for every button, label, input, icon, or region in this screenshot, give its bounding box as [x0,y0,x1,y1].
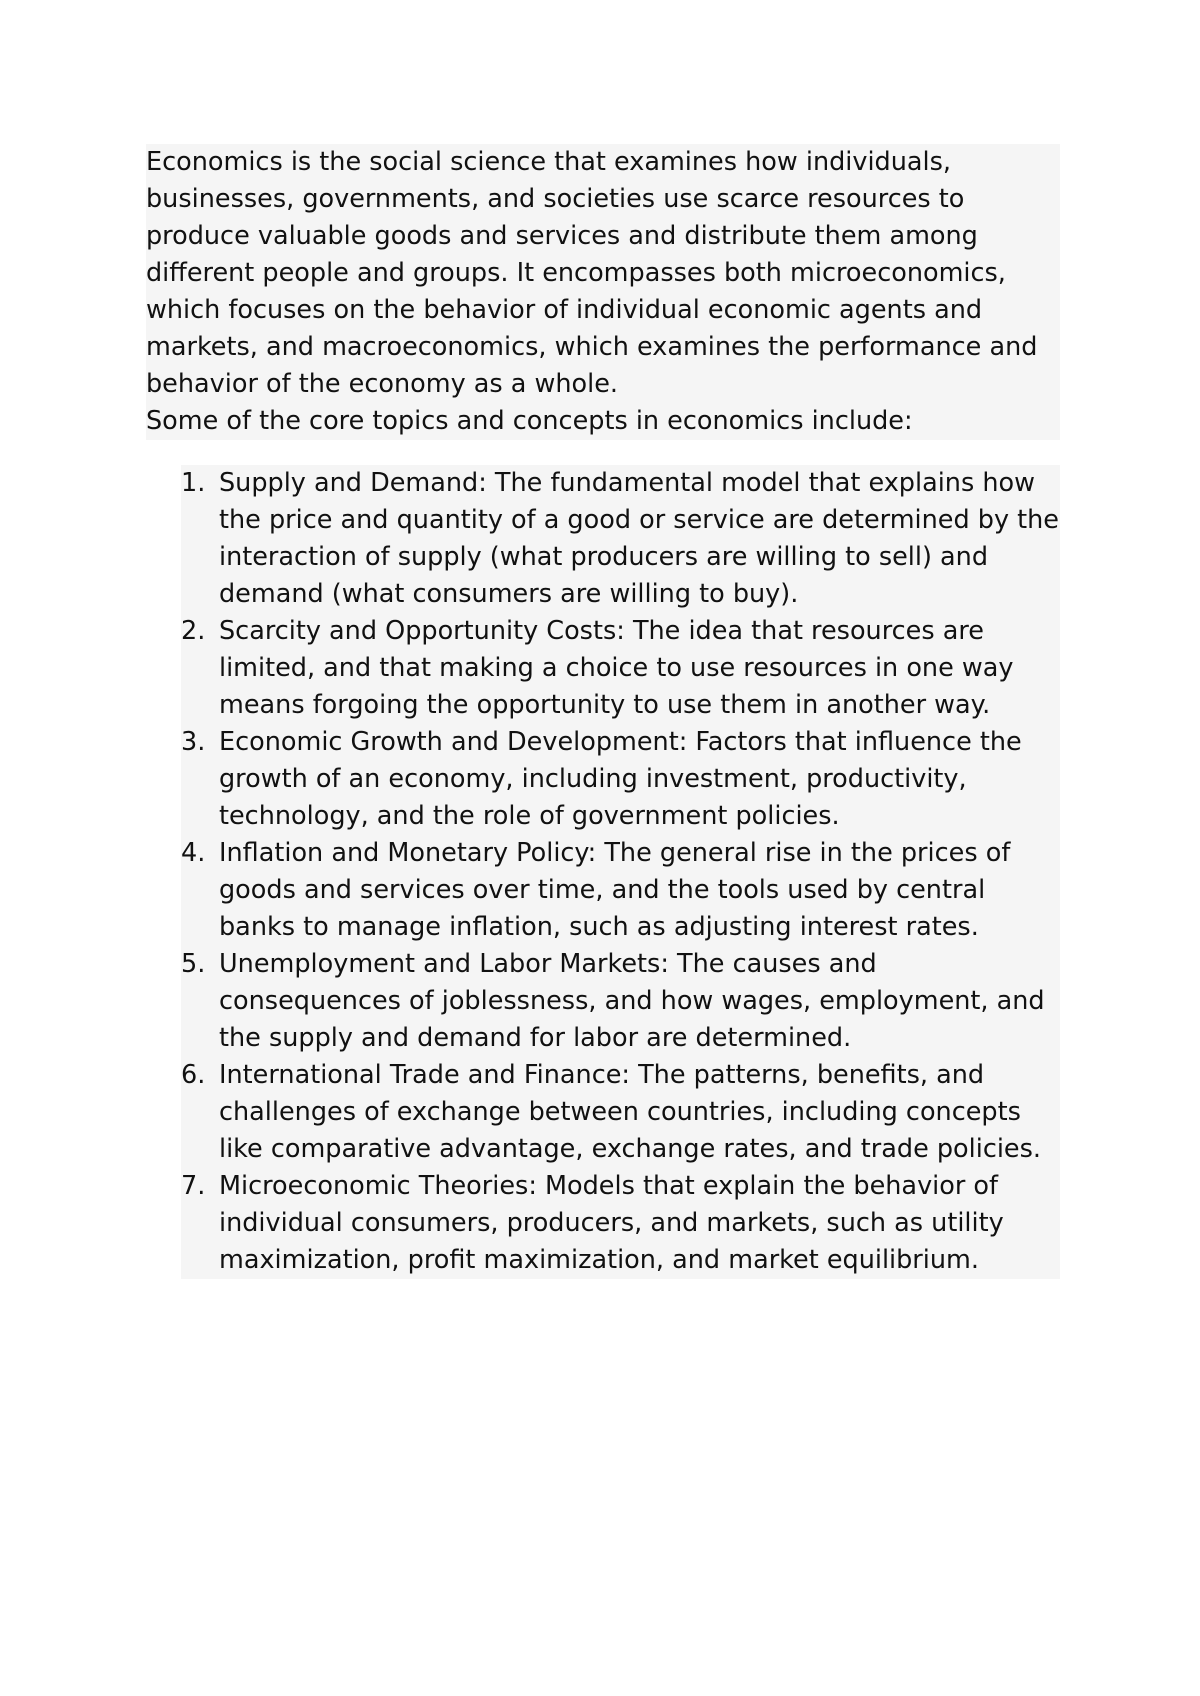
list-item-number: 3. [181,727,206,757]
document-page [146,144,1060,1279]
list-item-text: Microeconomic Theories: Models that explain the behavior of individual consumers, producers, and markets, such as utility maximization, profit maximization, and market equilibrium. [219,1171,1004,1275]
list-item [181,613,1060,724]
intro-block [146,144,1060,440]
list-item [181,1057,1060,1168]
list-item [181,835,1060,946]
list-item [181,946,1060,1057]
list-item [181,465,1060,613]
list-item-number: 5. [181,949,206,979]
list-item-number: 2. [181,616,206,646]
intro-paragraph: Economics is the social science that examines how individuals, businesses, governments, and societies use scarce resources to produce valuable goods and services and distribute them among different people and groups. It encompasses both microeconomics, which focuses on the behavior of individual economic agents and markets, and macroeconomics, which examines the performance and behavior of the economy as a whole. [146,147,1038,399]
list-item-text: Inflation and Monetary Policy: The general rise in the prices of goods and services over time, and the tools used by central banks to manage inflation, such as adjusting interest rates. [219,838,1011,942]
list-item-number: 7. [181,1171,206,1201]
list-item-text: Unemployment and Labor Markets: The causes and consequences of joblessness, and how wages, employment, and the supply and demand for labor are determined. [219,949,1045,1053]
list-item-text: Supply and Demand: The fundamental model that explains how the price and quantity of a good or service are determined by the interaction of supply (what producers are willing to sell) and demand (what consumers are willing to buy). [219,468,1059,609]
list-item-text: Scarcity and Opportunity Costs: The idea that resources are limited, and that making a choice to use resources in one way means forgoing the opportunity to use them in another way. [219,616,1014,720]
list-item [181,724,1060,835]
topics-list-block [181,465,1060,1279]
list-item-text: Economic Growth and Development: Factors that influence the growth of an economy, including investment, productivity, technology, and the role of government policies. [219,727,1022,831]
list-item [181,1168,1060,1279]
lead-line: Some of the core topics and concepts in economics include: [146,406,913,436]
list-item-number: 4. [181,838,206,868]
list-item-number: 1. [181,468,206,498]
topics-list [181,465,1060,1279]
list-item-text: International Trade and Finance: The patterns, benefits, and challenges of exchange between countries, including concepts like comparative advantage, exchange rates, and trade policies. [219,1060,1042,1164]
list-item-number: 6. [181,1060,206,1090]
